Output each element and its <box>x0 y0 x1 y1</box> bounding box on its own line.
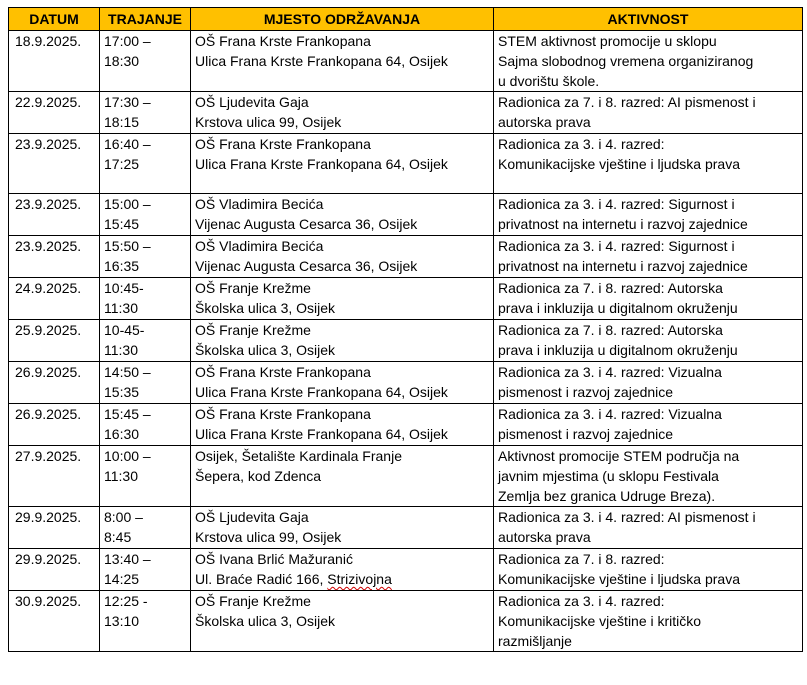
activity-line: razmišljanje <box>498 633 572 649</box>
activity-line: javnim mjestima (u sklopu Festivala <box>498 468 719 484</box>
location-line: OŠ Ljudevita Gaja <box>195 94 309 110</box>
date-cell: 29.9.2025. <box>9 549 100 591</box>
spellcheck-word: Strizivojna <box>327 571 392 587</box>
time-line: 11:30 <box>104 300 138 316</box>
location-line: OŠ Franje Krežme <box>195 280 311 296</box>
location-line: Školska ulica 3, Osijek <box>195 300 336 316</box>
duration-cell <box>100 549 191 591</box>
time-line: 10-45- <box>104 322 145 338</box>
header-row <box>9 8 803 31</box>
location-line: Vijenac Augusta Cesarca 36, Osijek <box>195 258 418 274</box>
location-line: Školska ulica 3, Osijek <box>195 342 336 358</box>
activity-cell <box>494 236 803 278</box>
time-line: 18:15 <box>104 114 140 130</box>
activity-line: Radionica za 7. i 8. razred: AI pismenost i <box>498 94 756 110</box>
activity-cell <box>494 134 803 194</box>
activity-cell <box>494 591 803 652</box>
table-row <box>9 31 803 92</box>
activity-line: Radionica za 3. i 4. razred: <box>498 136 665 152</box>
duration-cell <box>100 507 191 549</box>
time-line: 12:25 - <box>104 593 148 609</box>
location-line: Vijenac Augusta Cesarca 36, Osijek <box>195 216 418 232</box>
time-line: 8:00 – <box>104 509 143 525</box>
table-row <box>9 236 803 278</box>
time-line: 15:50 – <box>104 238 151 254</box>
time-line: 8:45 <box>104 529 132 545</box>
time-line: 13:10 <box>104 613 140 629</box>
duration-cell <box>100 362 191 404</box>
location-line: OŠ Frana Krste Frankopana <box>195 33 371 49</box>
location-cell <box>191 507 494 549</box>
activity-cell <box>494 549 803 591</box>
location-cell <box>191 31 494 92</box>
time-line: 18:30 <box>104 53 140 69</box>
activity-cell <box>494 320 803 362</box>
activity-line: pismenost i razvoj zajednice <box>498 384 674 400</box>
table-row <box>9 92 803 134</box>
time-line: 16:40 – <box>104 136 151 152</box>
table-row <box>9 591 803 652</box>
time-line: 15:45 – <box>104 406 151 422</box>
activity-line: autorska prava <box>498 529 591 545</box>
location-cell <box>191 591 494 652</box>
date-cell: 23.9.2025. <box>9 134 100 194</box>
location-line <box>195 569 489 589</box>
location-line: OŠ Frana Krste Frankopana <box>195 364 371 380</box>
date-cell: 25.9.2025. <box>9 320 100 362</box>
activity-line: Radionica za 3. i 4. razred: Sigurnost i <box>498 196 735 212</box>
duration-cell <box>100 134 191 194</box>
duration-cell <box>100 320 191 362</box>
activity-line: Zemlja bez granica Udruge Breza). <box>498 488 716 504</box>
table-row <box>9 320 803 362</box>
duration-cell <box>100 92 191 134</box>
header-datum: DATUM <box>9 8 100 31</box>
time-line: 17:25 <box>104 156 140 172</box>
duration-cell <box>100 236 191 278</box>
location-cell <box>191 320 494 362</box>
location-line-text: Ul. Braće Radić 166, <box>195 571 328 587</box>
duration-cell <box>100 446 191 507</box>
table-row <box>9 278 803 320</box>
table-row <box>9 194 803 236</box>
location-cell <box>191 236 494 278</box>
table-row <box>9 446 803 507</box>
location-line: Krstova ulica 99, Osijek <box>195 114 342 130</box>
date-cell: 29.9.2025. <box>9 507 100 549</box>
activity-line: pismenost i razvoj zajednice <box>498 426 674 442</box>
activity-line: Radionica za 7. i 8. razred: <box>498 551 665 567</box>
schedule-table <box>8 7 803 652</box>
activity-cell <box>494 362 803 404</box>
activity-line: Radionica za 7. i 8. razred: Autorska <box>498 322 723 338</box>
location-cell <box>191 134 494 194</box>
activity-line: u dvorištu škole. <box>498 73 600 89</box>
location-line: OŠ Frana Krste Frankopana <box>195 406 371 422</box>
location-line: Ulica Frana Krste Frankopana 64, Osijek <box>195 426 448 442</box>
date-cell: 30.9.2025. <box>9 591 100 652</box>
activity-line: Radionica za 3. i 4. razred: Vizualna <box>498 406 722 422</box>
activity-cell <box>494 278 803 320</box>
location-line: OŠ Ljudevita Gaja <box>195 509 309 525</box>
location-line: OŠ Frana Krste Frankopana <box>195 136 371 152</box>
activity-line: Radionica za 3. i 4. razred: AI pismenost i <box>498 509 756 525</box>
time-line: 17:00 – <box>104 33 151 49</box>
activity-line: autorska prava <box>498 114 591 130</box>
activity-cell <box>494 31 803 92</box>
activity-cell <box>494 92 803 134</box>
activity-line: Radionica za 7. i 8. razred: Autorska <box>498 280 723 296</box>
location-cell <box>191 446 494 507</box>
date-cell: 26.9.2025. <box>9 362 100 404</box>
date-cell: 24.9.2025. <box>9 278 100 320</box>
duration-cell <box>100 278 191 320</box>
activity-line: Komunikacijske vještine i ljudska prava <box>498 571 740 587</box>
location-line: OŠ Franje Krežme <box>195 593 311 609</box>
table-row <box>9 549 803 591</box>
time-line: 10:45- <box>104 280 144 296</box>
location-cell <box>191 404 494 446</box>
activity-line: Radionica za 3. i 4. razred: Sigurnost i <box>498 238 735 254</box>
location-line: Osijek, Šetalište Kardinala Franje <box>195 448 402 464</box>
time-line: 16:35 <box>104 258 140 274</box>
location-cell <box>191 549 494 591</box>
location-cell <box>191 278 494 320</box>
location-cell <box>191 362 494 404</box>
time-line: 15:00 – <box>104 196 151 212</box>
date-cell: 22.9.2025. <box>9 92 100 134</box>
location-line: OŠ Vladimira Becića <box>195 196 324 212</box>
activity-cell <box>494 446 803 507</box>
time-line: 15:35 <box>104 384 140 400</box>
duration-cell <box>100 194 191 236</box>
location-cell <box>191 92 494 134</box>
date-cell: 26.9.2025. <box>9 404 100 446</box>
date-cell: 27.9.2025. <box>9 446 100 507</box>
location-line: OŠ Vladimira Becića <box>195 238 324 254</box>
activity-line: prava i inkluzija u digitalnom okruženju <box>498 300 738 316</box>
location-line: Ulica Frana Krste Frankopana 64, Osijek <box>195 384 448 400</box>
time-line: 15:45 <box>104 216 140 232</box>
activity-line: Komunikacijske vještine i kritičko <box>498 613 702 629</box>
duration-cell <box>100 404 191 446</box>
activity-line: STEM aktivnost promocije u sklopu <box>498 33 717 49</box>
header-mjesto: MJESTO ODRŽAVANJA <box>191 8 494 31</box>
header-trajanje: TRAJANJE <box>100 8 191 31</box>
activity-line: prava i inkluzija u digitalnom okruženju <box>498 342 738 358</box>
date-cell: 23.9.2025. <box>9 194 100 236</box>
activity-line: privatnost na internetu i razvoj zajednice <box>498 216 748 232</box>
time-line: 16:30 <box>104 426 140 442</box>
activity-line: Komunikacijske vještine i ljudska prava <box>498 156 740 172</box>
activity-line: Radionica za 3. i 4. razred: <box>498 593 665 609</box>
duration-cell <box>100 591 191 652</box>
time-line: 13:40 – <box>104 551 151 567</box>
time-line: 14:25 <box>104 571 140 587</box>
location-line: Ulica Frana Krste Frankopana 64, Osijek <box>195 53 448 69</box>
time-line: 11:30 <box>104 342 138 358</box>
location-line: OŠ Franje Krežme <box>195 322 311 338</box>
activity-line: Sajma slobodnog vremena organiziranog <box>498 53 754 69</box>
activity-line: Aktivnost promocije STEM područja na <box>498 448 740 464</box>
time-line: 11:30 <box>104 468 138 484</box>
location-cell <box>191 194 494 236</box>
table-row <box>9 134 803 194</box>
table-row <box>9 362 803 404</box>
time-line: 10:00 – <box>104 448 151 464</box>
activity-line: Radionica za 3. i 4. razred: Vizualna <box>498 364 722 380</box>
activity-cell <box>494 507 803 549</box>
location-line: Školska ulica 3, Osijek <box>195 613 336 629</box>
location-line: Krstova ulica 99, Osijek <box>195 529 342 545</box>
activity-cell <box>494 194 803 236</box>
location-line: OŠ Ivana Brlić Mažuranić <box>195 551 353 567</box>
date-cell: 18.9.2025. <box>9 31 100 92</box>
header-aktivnost: AKTIVNOST <box>494 8 803 31</box>
time-line: 14:50 – <box>104 364 151 380</box>
activity-line: privatnost na internetu i razvoj zajednice <box>498 258 748 274</box>
table-row <box>9 507 803 549</box>
table-row <box>9 404 803 446</box>
activity-cell <box>494 404 803 446</box>
location-line: Šepera, kod Zdenca <box>195 468 322 484</box>
date-cell: 23.9.2025. <box>9 236 100 278</box>
time-line: 17:30 – <box>104 94 151 110</box>
location-line: Ulica Frana Krste Frankopana 64, Osijek <box>195 156 448 172</box>
duration-cell <box>100 31 191 92</box>
